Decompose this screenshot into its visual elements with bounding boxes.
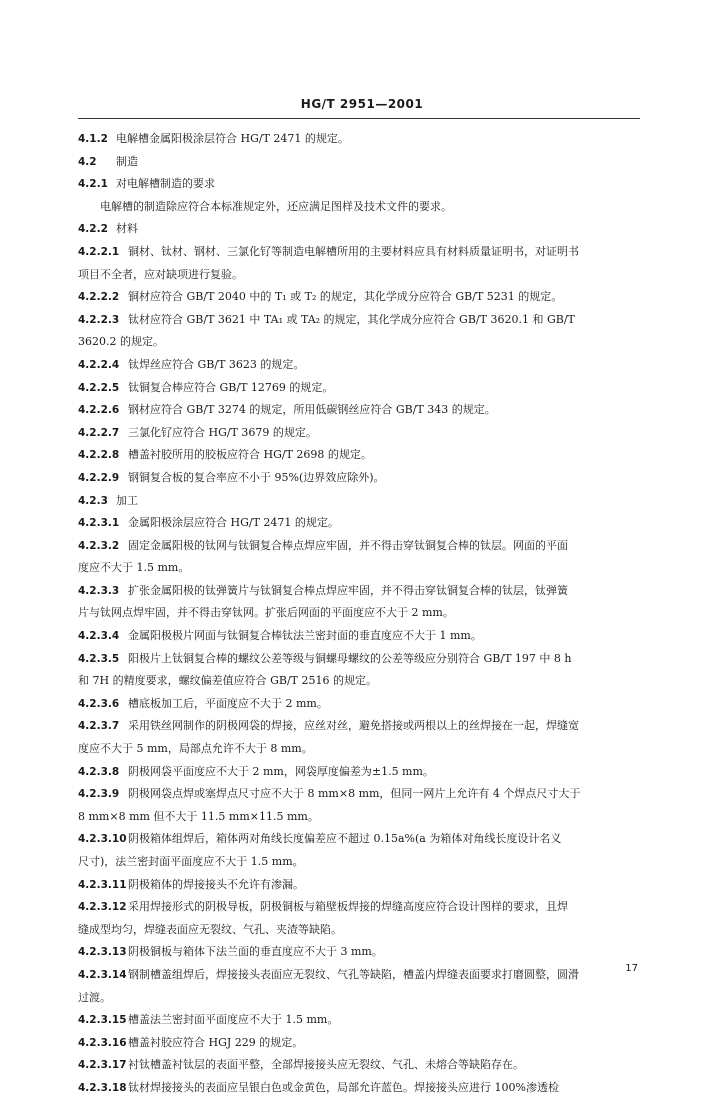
clause-text: 槽盖衬胶所用的胶板应符合 HG/T 2698 的规定。 — [128, 448, 372, 462]
clause-number: 4.2.3.3 — [78, 584, 120, 597]
clause-line — [78, 1054, 642, 1077]
clause-text: 采用铁丝网制作的阴极网袋的焊接，应丝对丝，避免搭接或两根以上的丝焊接在一起，焊缝宽 — [128, 719, 579, 733]
continuation-line — [78, 806, 642, 829]
clause-text: 衬钛槽盖衬钛层的表面平整，全部焊接接头应无裂纹、气孔、未熔合等缺陷存在。 — [128, 1058, 524, 1072]
continuation-line — [78, 987, 642, 1010]
clause-text: 电解槽的制造除应符合本标准规定外，还应满足图样及技术文件的要求。 — [100, 199, 452, 213]
clause-text: 钢铜复合板的复合率应不小于 95%(边界效应除外)。 — [128, 470, 385, 484]
clause-text: 3620.2 的规定。 — [78, 335, 164, 349]
clause-line — [78, 422, 642, 445]
clause-text: 铜材应符合 GB/T 2040 中的 T₁ 或 T₂ 的规定，其化学成分应符合 GB/T 5231 的规定。 — [128, 290, 563, 304]
clause-number: 4.2.3.13 — [78, 946, 127, 959]
clause-text: 钛材应符合 GB/T 3621 中 TA₁ 或 TA₂ 的规定，其化学成分应符合 GB/T 3620.1 和 GB/T — [128, 312, 575, 326]
clause-number: 4.2.2.3 — [78, 313, 120, 326]
clause-line — [78, 535, 642, 558]
clause-line — [78, 941, 642, 964]
clause-text: 阴极网袋平面度应不大于 2 mm，网袋厚度偏差为±1.5 mm。 — [128, 764, 434, 778]
clause-line — [78, 218, 642, 241]
clause-line — [78, 467, 642, 490]
clause-text: 制造 — [116, 154, 138, 168]
clause-line — [78, 693, 642, 716]
continuation-line — [78, 196, 642, 219]
clause-number: 4.2.3.7 — [78, 720, 120, 733]
clause-text: 三氯化钌应符合 HG/T 3679 的规定。 — [128, 425, 317, 439]
clause-text: 钛焊丝应符合 GB/T 3623 的规定。 — [128, 357, 305, 371]
clause-text: 槽盖衬胶应符合 HGJ 229 的规定。 — [128, 1035, 304, 1049]
clause-number: 4.2 — [78, 155, 97, 168]
clause-line — [78, 580, 642, 603]
clause-text: 扩张金属阳极的钛弹簧片与钛铜复合棒点焊应牢固，并不得击穿钛铜复合棒的钛层，钛弹簧 — [128, 583, 568, 597]
clause-text: 阴极箱体的焊接接头不允许有渗漏。 — [128, 877, 304, 891]
clause-number: 4.2.3.4 — [78, 630, 120, 643]
clause-number: 4.2.2.5 — [78, 381, 120, 394]
continuation-line — [78, 738, 642, 761]
clause-text: 金属阳极极片网面与钛铜复合棒钛法兰密封面的垂直度应不大于 1 mm。 — [128, 629, 482, 643]
clause-line — [78, 377, 642, 400]
clause-text: 度应不大于 5 mm，局部点允许不大于 8 mm。 — [78, 742, 313, 756]
clause-text: 固定金属阳极的钛网与钛铜复合棒点焊应牢固，并不得击穿钛铜复合棒的钛层。网面的平面 — [128, 538, 568, 552]
clause-line — [78, 399, 642, 422]
clause-number: 4.2.2.1 — [78, 245, 120, 258]
clause-text: 金属阳极涂层应符合 HG/T 2471 的规定。 — [128, 516, 339, 530]
clause-line — [78, 1077, 642, 1100]
clause-number: 4.2.2.9 — [78, 471, 120, 484]
clause-number: 4.2.3.1 — [78, 517, 120, 530]
clause-line — [78, 648, 642, 671]
clause-number: 4.2.2.7 — [78, 426, 120, 439]
clause-number: 4.2.3.8 — [78, 765, 120, 778]
clause-text: 材料 — [116, 222, 138, 236]
clause-text: 缝成型均匀，焊缝表面应无裂纹、气孔、夹渣等缺陷。 — [78, 922, 342, 936]
clause-text: 钢制槽盖组焊后，焊接接头表面应无裂纹、气孔等缺陷，槽盖内焊缝表面要求打磨圆整，圆滑 — [128, 967, 579, 981]
continuation-line — [78, 264, 642, 287]
clause-text: 对电解槽制造的要求 — [116, 177, 215, 191]
clause-line — [78, 828, 642, 851]
clause-line — [78, 444, 642, 467]
clause-text: 采用焊接形式的阴极导板，阴极铜板与箱壁板焊接的焊缝高度应符合设计图样的要求，且焊 — [128, 900, 568, 914]
clause-number: 4.2.3.12 — [78, 901, 127, 914]
clause-line — [78, 173, 642, 196]
clause-number: 4.2.3.14 — [78, 968, 127, 981]
clause-line — [78, 1032, 642, 1055]
clause-number: 4.2.3.16 — [78, 1036, 127, 1049]
clause-text: 电解槽金属阳极涂层符合 HG/T 2471 的规定。 — [116, 132, 349, 145]
clause-line — [78, 964, 642, 987]
clause-text: 加工 — [116, 493, 138, 507]
clause-number: 4.2.2.2 — [78, 291, 120, 304]
clause-number: 4.2.1 — [78, 178, 108, 191]
clause-number: 4.2.2.8 — [78, 449, 120, 462]
clause-line — [78, 625, 642, 648]
clause-text: 铜材、钛材、钢材、三氯化钌等制造电解槽所用的主要材料应具有材料质量证明书，对证明书 — [128, 244, 579, 258]
clause-text: 槽盖法兰密封面平面度应不大于 1.5 mm。 — [128, 1013, 339, 1027]
continuation-line — [78, 851, 642, 874]
clause-text: 阴极网袋点焊或塞焊点尺寸应不大于 8 mm×8 mm，但同一网片上允许有 4 个焊点尺寸大于 — [128, 787, 581, 801]
clause-number: 4.2.2.4 — [78, 358, 120, 371]
clause-line — [78, 128, 642, 151]
clause-text: 阴极铜板与箱体下法兰面的垂直度应不大于 3 mm。 — [128, 945, 383, 959]
clause-number: 4.2.2 — [78, 223, 108, 236]
continuation-line — [78, 602, 642, 625]
continuation-line — [78, 919, 642, 942]
clause-line — [78, 241, 642, 264]
continuation-line — [78, 557, 642, 580]
clause-number: 4.2.3.5 — [78, 652, 120, 665]
clause-text: 钛材焊接接头的表面应呈银白色或金黄色，局部允许蓝色。焊接接头应进行 100%渗透检 — [128, 1080, 559, 1094]
clause-text: 尺寸)，法兰密封面平面度应不大于 1.5 mm。 — [78, 855, 304, 868]
clause-number: 4.2.3.9 — [78, 788, 120, 801]
clause-number: 4.2.3.11 — [78, 878, 127, 891]
clause-line — [78, 354, 642, 377]
clause-text: 钛铜复合棒应符合 GB/T 12769 的规定。 — [128, 380, 334, 394]
clause-number: 4.2.3.10 — [78, 833, 127, 846]
clause-number: 4.2.3 — [78, 494, 108, 507]
clause-line — [78, 286, 642, 309]
document-body — [78, 128, 642, 1100]
clause-line — [78, 151, 642, 174]
clause-line — [78, 309, 642, 332]
continuation-line — [78, 670, 642, 693]
clause-line — [78, 783, 642, 806]
clause-number: 4.1.2 — [78, 133, 108, 145]
clause-text: 度应不大于 1.5 mm。 — [78, 561, 190, 575]
clause-text: 阴极箱体组焊后，箱体两对角线长度偏差应不超过 0.15a%(a 为箱体对角线长度设计名义 — [128, 832, 562, 846]
page-number: 17 — [625, 963, 638, 974]
clause-number: 4.2.3.15 — [78, 1014, 127, 1027]
clause-line — [78, 512, 642, 535]
clause-number: 4.2.3.17 — [78, 1059, 127, 1072]
header-rule — [78, 118, 640, 119]
continuation-line — [78, 331, 642, 354]
clause-text: 8 mm×8 mm 但不大于 11.5 mm×11.5 mm。 — [78, 809, 319, 823]
clause-text: 过渡。 — [78, 990, 111, 1004]
standard-header: HG/T 2951—2001 — [300, 97, 424, 111]
clause-line — [78, 896, 642, 919]
clause-text: 片与钛网点焊牢固，并不得击穿钛网。扩张后网面的平面度应不大于 2 mm。 — [78, 606, 454, 620]
clause-text: 钢材应符合 GB/T 3274 的规定，所用低碳钢丝应符合 GB/T 343 的规定。 — [128, 403, 496, 417]
clause-text: 和 7H 的精度要求，螺纹偏差值应符合 GB/T 2516 的规定。 — [78, 674, 377, 688]
clause-number: 4.2.3.2 — [78, 539, 120, 552]
clause-line — [78, 715, 642, 738]
clause-line — [78, 761, 642, 784]
clause-number: 4.2.3.6 — [78, 697, 120, 710]
clause-line — [78, 490, 642, 513]
clause-number: 4.2.2.6 — [78, 404, 120, 417]
clause-line — [78, 1009, 642, 1032]
clause-line — [78, 874, 642, 897]
clause-text: 槽底板加工后，平面度应不大于 2 mm。 — [128, 696, 328, 710]
clause-text: 项目不全者，应对缺项进行复验。 — [78, 267, 243, 281]
clause-number: 4.2.3.18 — [78, 1081, 127, 1094]
clause-text: 阳极片上钛铜复合棒的螺纹公差等级与铜螺母螺纹的公差等级应分别符合 GB/T 197 中 8 h — [128, 651, 572, 665]
